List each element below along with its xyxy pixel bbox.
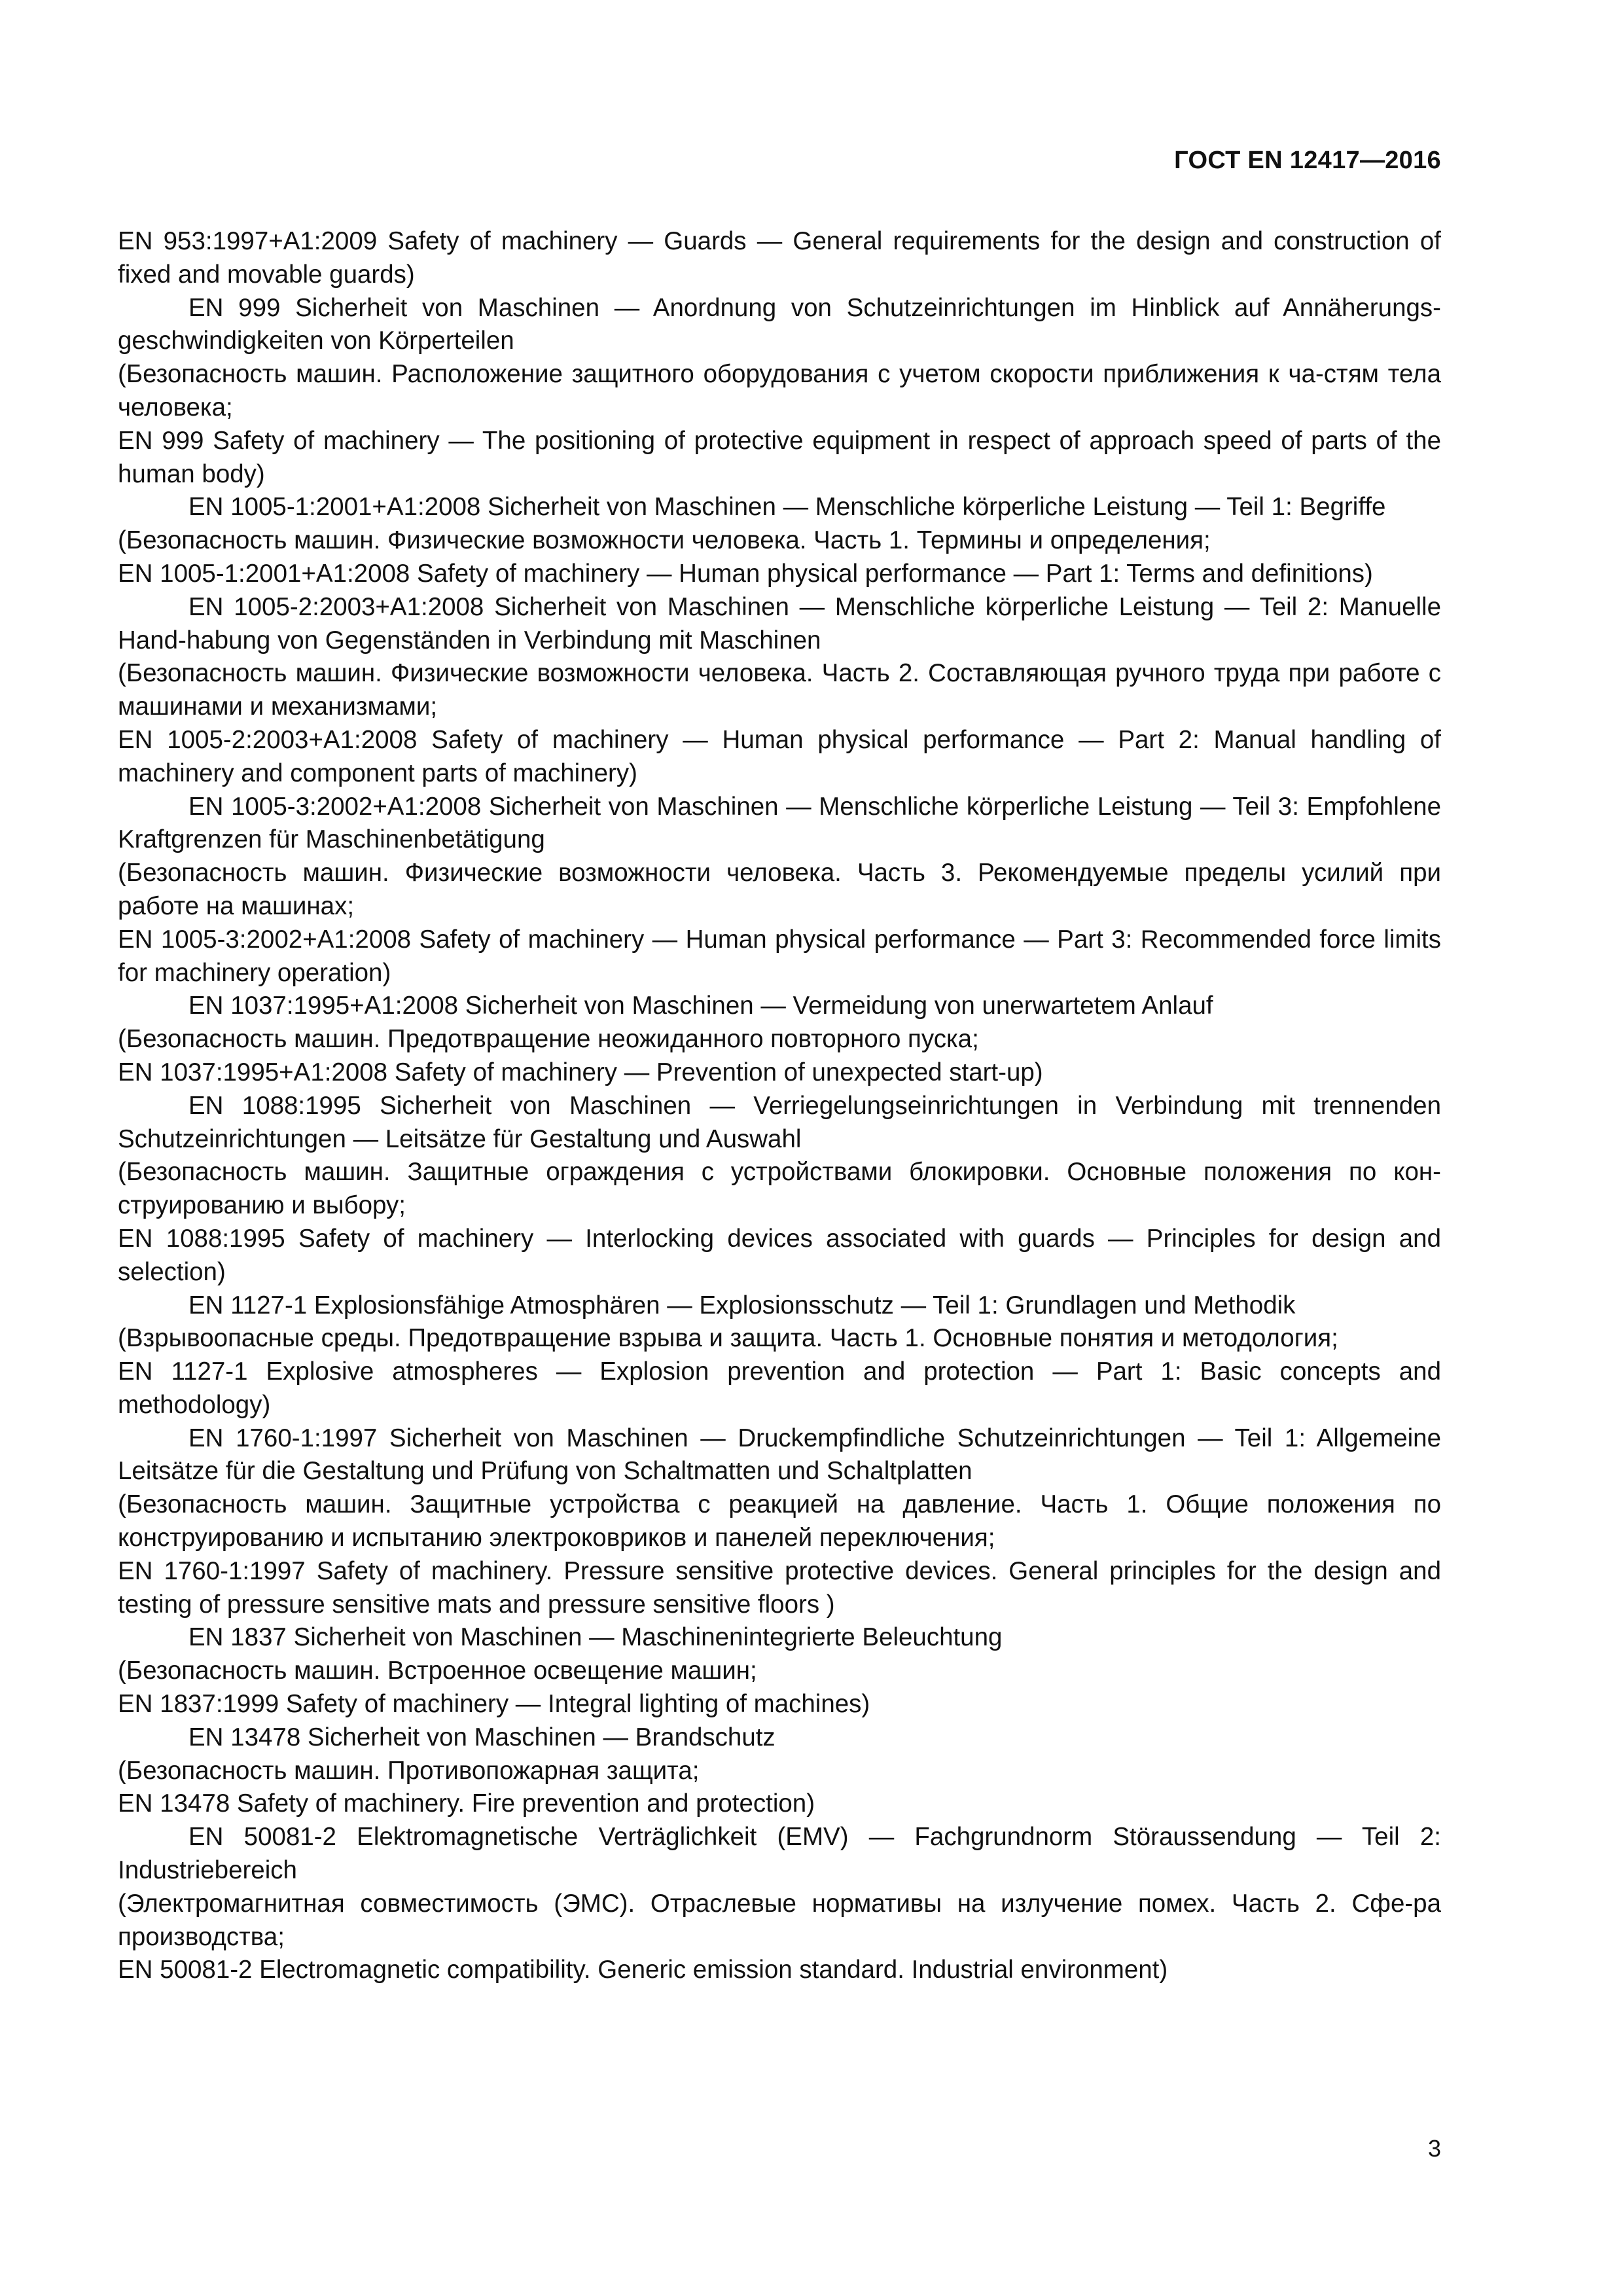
- paragraph: (Безопасность машин. Физические возможности человека. Часть 3. Рекомендуемые пределы усилий при работе на машинах;: [118, 859, 1441, 920]
- paragraph: EN 1005-1:2001+A1:2008 Safety of machinery — Human physical performance — Part 1: Terms and definitions): [118, 559, 1373, 588]
- paragraph: (Безопасность машин. Противопожарная защита;: [118, 1756, 700, 1785]
- paragraph: (Безопасность машин. Предотвращение неожиданного повторного пуска;: [118, 1025, 979, 1054]
- paragraph: EN 953:1997+A1:2009 Safety of machinery — Guards — General requirements for the design and construction of fixed and movable guards): [118, 227, 1441, 289]
- paragraph: (Безопасность машин. Физические возможности человека. Часть 1. Термины и определения;: [118, 526, 1211, 555]
- paragraph: EN 1127-1 Explosive atmospheres — Explosion prevention and protection — Part 1: Basic concepts and methodology): [118, 1357, 1441, 1419]
- paragraph: (Безопасность машин. Защитные ограждения с устройствами блокировки. Основные положения по кон-струированию и выбору;: [118, 1158, 1441, 1220]
- paragraph: (Безопасность машин. Защитные устройства с реакцией на давление. Часть 1. Общие положения по конструированию и испытанию электроковриков и панелей переключения;: [118, 1490, 1441, 1552]
- paragraph: (Взрывоопасные среды. Предотвращение взрыва и защита. Часть 1. Основные понятия и методология;: [118, 1324, 1338, 1353]
- paragraph: EN 13478 Sicherheit von Maschinen — Brandschutz: [188, 1723, 776, 1751]
- paragraph: (Безопасность машин. Физические возможности человека. Часть 2. Составляющая ручного труда при работе с машинами и механизмами;: [118, 659, 1441, 721]
- paragraph: (Безопасность машин. Встроенное освещение машин;: [118, 1657, 757, 1685]
- paragraph: EN 1088:1995 Safety of machinery — Interlocking devices associated with guards — Principles for design and selection): [118, 1224, 1441, 1286]
- paragraph: (Электромагнитная совместимость (ЭМС). Отраслевые нормативы на излучение помех. Часть 2. Сфе-ра производства;: [118, 1889, 1441, 1951]
- paragraph: EN 1760-1:1997 Sicherheit von Maschinen — Druckempfindliche Schutzeinrichtungen — Teil 1: Allgemeine Leitsätze für die Gestaltung und Prüfung von Schaltmatten und Schaltplatten: [118, 1424, 1441, 1486]
- paragraph: EN 1760-1:1997 Safety of machinery. Pressure sensitive protective devices. General principles for the design and testing of pressure sensitive mats and pressure sensitive floors ): [118, 1556, 1441, 1619]
- paragraph: EN 999 Safety of machinery — The positioning of protective equipment in respect of approach speed of parts of the human body): [118, 426, 1441, 488]
- paragraph: EN 1037:1995+A1:2008 Sicherheit von Maschinen — Vermeidung von unerwartetem Anlauf: [188, 992, 1213, 1020]
- paragraph: EN 1837:1999 Safety of machinery — Integral lighting of machines): [118, 1690, 870, 1719]
- document-body: [118, 225, 1441, 1987]
- page-header-standard-code: ГОСТ EN 12417—2016: [1174, 147, 1441, 174]
- paragraph: EN 1837 Sicherheit von Maschinen — Maschinenintegrierte Beleuchtung: [188, 1623, 1003, 1652]
- paragraph: EN 1037:1995+A1:2008 Safety of machinery — Prevention of unexpected start-up): [118, 1058, 1043, 1086]
- paragraph: EN 1005-2:2003+A1:2008 Safety of machinery — Human physical performance — Part 2: Manual handling of machinery and component parts of machinery): [118, 725, 1441, 787]
- paragraph: EN 1005-2:2003+A1:2008 Sicherheit von Maschinen — Menschliche körperliche Leistung — Teil 2: Manuelle Hand-habung von Gegenständen in Verbindung mit Maschinen: [118, 592, 1441, 655]
- paragraph: EN 999 Sicherheit von Maschinen — Anordnung von Schutzeinrichtungen im Hinblick auf Annäherungs-geschwindigkeiten von Körperteilen: [118, 293, 1441, 355]
- page-number: 3: [1427, 2135, 1441, 2162]
- paragraph: EN 50081-2 Elektromagnetische Verträglichkeit (EMV) — Fachgrundnorm Störaussendung — Teil 2: Industriebereich: [118, 1823, 1441, 1885]
- paragraph: EN 1088:1995 Sicherheit von Maschinen — Verriegelungseinrichtungen in Verbindung mit trennenden Schutzeinrichtungen — Leitsätze für Gestaltung und Auswahl: [118, 1091, 1441, 1153]
- paragraph: EN 1005-3:2002+A1:2008 Safety of machinery — Human physical performance — Part 3: Recommended force limits for machinery operation): [118, 925, 1441, 987]
- paragraph: EN 50081-2 Electromagnetic compatibility. Generic emission standard. Industrial environment): [118, 1956, 1168, 1984]
- paragraph: EN 1127-1 Explosionsfähige Atmosphären — Explosionsschutz — Teil 1: Grundlagen und Methodik: [188, 1291, 1296, 1319]
- paragraph: EN 1005-3:2002+A1:2008 Sicherheit von Maschinen — Menschliche körperliche Leistung — Teil 3: Empfohlene Kraftgrenzen für Maschinenbetätigung: [118, 792, 1441, 854]
- paragraph: EN 1005-1:2001+A1:2008 Sicherheit von Maschinen — Menschliche körperliche Leistung — Teil 1: Begriffe: [188, 493, 1386, 522]
- paragraph: (Безопасность машин. Расположение защитного оборудования с учетом скорости приближения к ча-стям тела человека;: [118, 360, 1441, 422]
- paragraph: EN 13478 Safety of machinery. Fire prevention and protection): [118, 1789, 815, 1818]
